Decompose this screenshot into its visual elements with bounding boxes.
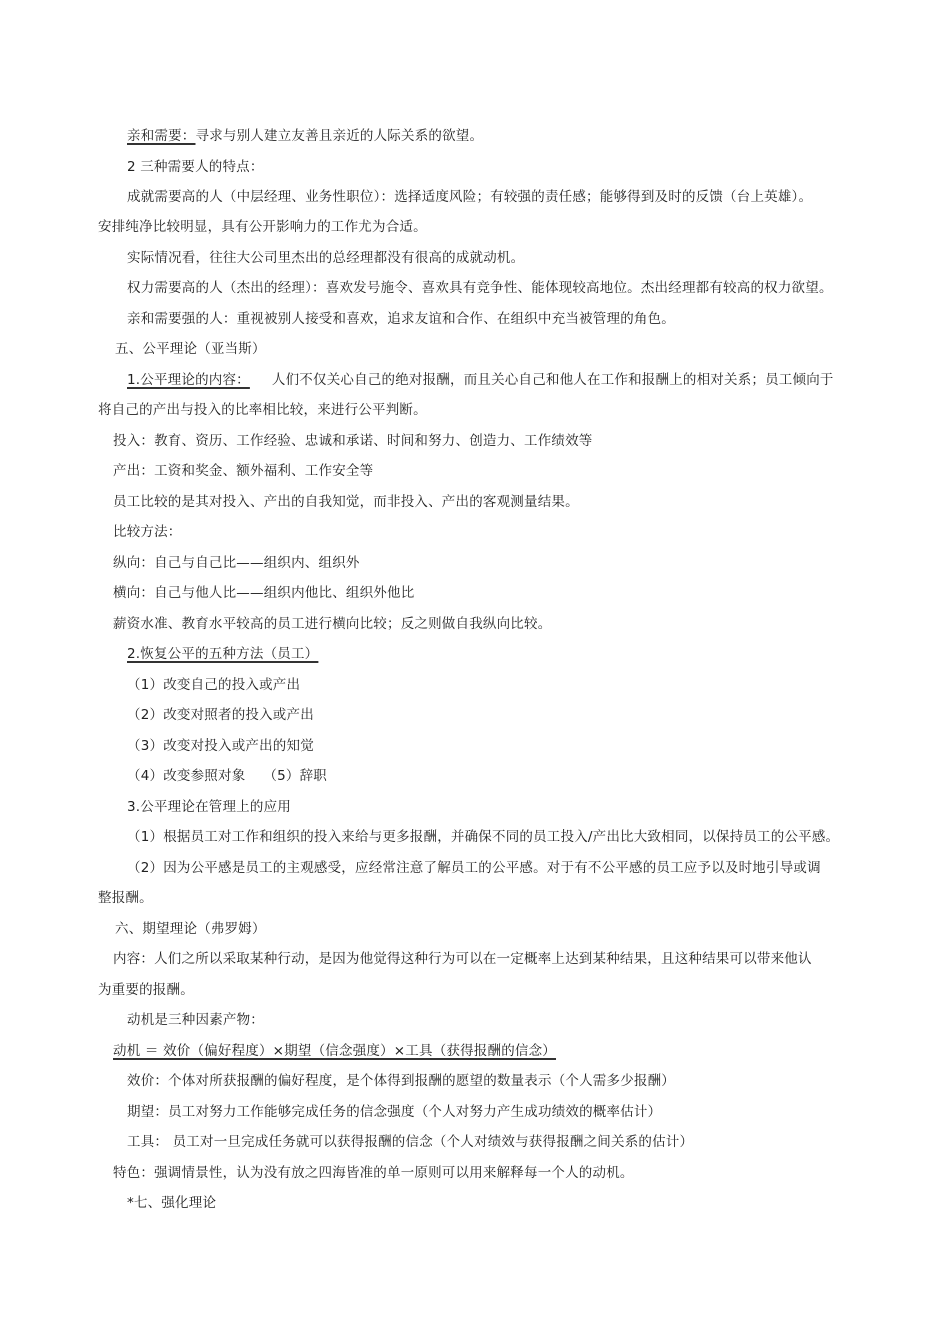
method-2: （2）改变对照者的投入或产出 bbox=[127, 707, 314, 723]
subheading-three-needs: 2 三种需要人的特点： bbox=[127, 159, 264, 175]
paragraph-achievement-1: 成就需要高的人（中层经理、业务性职位）：选择适度风险；有较强的责任感；能够得到及时的反馈（台上英雄）。 bbox=[127, 189, 813, 205]
paragraph-expectancy-content-2: 为重要的报酬。 bbox=[98, 982, 194, 998]
paragraph-affiliation-need bbox=[127, 127, 483, 145]
method-5: （5）辞职 bbox=[263, 768, 327, 784]
paragraph-motivation-factors: 动机是三种因素产物： bbox=[127, 1012, 264, 1028]
paragraph-salary-level: 薪资水准、教育水平较高的员工进行横向比较；反之则做自我纵向比较。 bbox=[113, 616, 552, 632]
section-heading-expectancy-theory: 六、期望理论（弗罗姆） bbox=[115, 921, 266, 937]
equity-content-text: 人们不仅关心自己的绝对报酬，而且关心自己和他人在工作和报酬上的相对关系；员工倾向于 bbox=[271, 372, 834, 388]
method-1: （1）改变自己的投入或产出 bbox=[127, 677, 301, 693]
method-4-5 bbox=[127, 767, 327, 785]
paragraph-affiliation-strong: 亲和需要强的人：重视被别人接受和喜欢，追求友谊和合作、在组织中充当被管理的角色。 bbox=[127, 311, 675, 327]
paragraph-compare-methods: 比较方法： bbox=[113, 524, 182, 540]
application-2a: （2）因为公平感是员工的主观感受，应经常注意了解员工的公平感。对于有不公平感的员工应予以及时地引导或调 bbox=[127, 860, 821, 876]
paragraph-perception: 员工比较的是其对投入、产出的自我知觉，而非投入、产出的客观测量结果。 bbox=[113, 494, 579, 510]
affiliation-need-text: 寻求与别人建立友善且亲近的人际关系的欲望。 bbox=[195, 128, 484, 144]
equity-content-label: 1.公平理论的内容： bbox=[127, 372, 250, 388]
section-heading-equity-theory: 五、公平理论（亚当斯） bbox=[115, 341, 266, 357]
paragraph-inputs: 投入：教育、资历、工作经验、忠诚和承诺、时间和努力、创造力、工作绩效等 bbox=[113, 433, 593, 449]
method-3: （3）改变对投入或产出的知觉 bbox=[127, 738, 314, 754]
paragraph-feature: 特色：强调情景性，认为没有放之四海皆准的单一原则可以用来解释每一个人的动机。 bbox=[113, 1165, 634, 1181]
subheading-restore-equity: 2.恢复公平的五种方法（员工） bbox=[127, 646, 319, 662]
paragraph-outputs: 产出：工资和奖金、额外福利、工作安全等 bbox=[113, 463, 374, 479]
paragraph-expectancy-content-1: 内容：人们之所以采取某种行动，是因为他觉得这种行为可以在一定概率上达到某种结果，且这种结果可以带来他认 bbox=[113, 951, 812, 967]
paragraph-instrumentality: 工具： 员工对一旦完成任务就可以获得报酬的信念（个人对绩效与获得报酬之间关系的估计） bbox=[127, 1134, 694, 1150]
section-heading-reinforcement-theory: *七、强化理论 bbox=[127, 1195, 217, 1211]
subheading-equity-application: 3.公平理论在管理上的应用 bbox=[127, 799, 291, 815]
paragraph-expectancy: 期望：员工对努力工作能够完成任务的信念强度（个人对努力产生成功绩效的概率估计） bbox=[127, 1104, 662, 1120]
paragraph-achievement-2: 安排纯净比较明显，具有公开影响力的工作尤为合适。 bbox=[98, 219, 427, 235]
affiliation-need-label: 亲和需要： bbox=[127, 128, 196, 144]
paragraph-equity-content-2: 将自己的产出与投入的比率相比较，来进行公平判断。 bbox=[98, 402, 427, 418]
paragraph-valence: 效价：个体对所获报酬的偏好程度，是个体得到报酬的愿望的数量表示（个人需多少报酬） bbox=[127, 1073, 675, 1089]
paragraph-vertical: 纵向：自己与自己比——组织内、组织外 bbox=[113, 555, 360, 571]
paragraph-power-need: 权力需要高的人（杰出的经理）：喜欢发号施令、喜欢具有竞争性、能体现较高地位。杰出经理都有较高的权力欲望。 bbox=[127, 280, 833, 296]
method-4: （4）改变参照对象 bbox=[127, 768, 246, 784]
paragraph-horizontal: 横向：自己与他人比——组织内他比、组织外他比 bbox=[113, 585, 415, 601]
application-2b: 整报酬。 bbox=[98, 890, 153, 906]
application-1: （1）根据员工对工作和组织的投入来给与更多报酬，并确保不同的员工投入/产出比大致相同，以保持员工的公平感。 bbox=[127, 829, 840, 845]
motivation-formula: 动机 ＝ 效价（偏好程度）×期望（信念强度）×工具（获得报酬的信念） bbox=[113, 1043, 557, 1059]
paragraph-equity-content-1 bbox=[127, 371, 834, 389]
paragraph-reality: 实际情况看，往往大公司里杰出的总经理都没有很高的成就动机。 bbox=[127, 250, 525, 266]
